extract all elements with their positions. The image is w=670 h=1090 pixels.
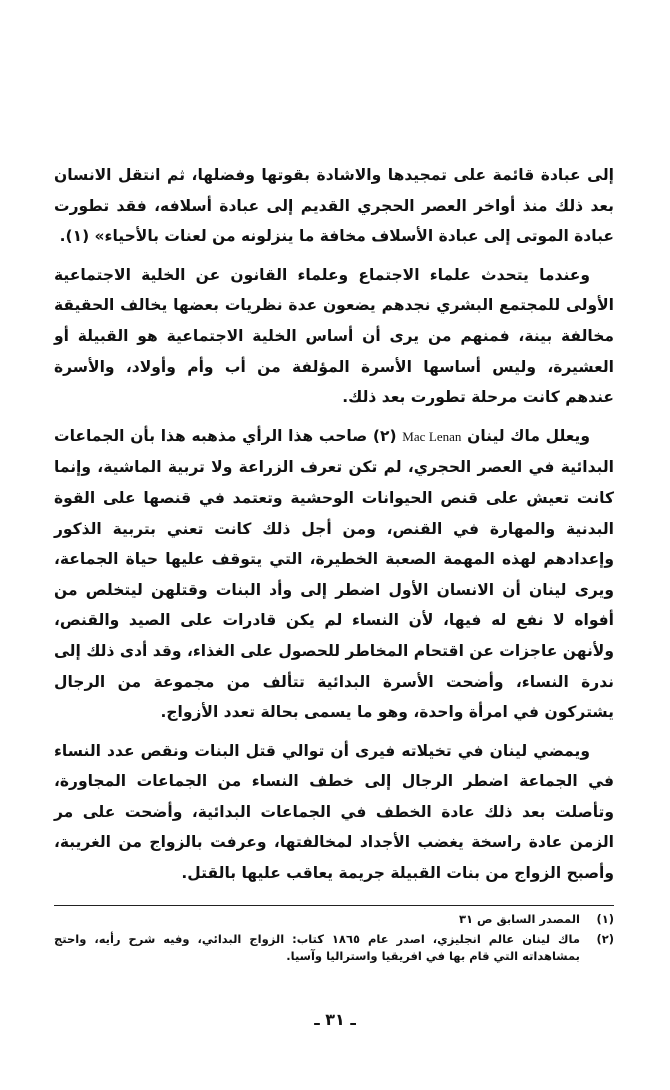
paragraph-3 bbox=[54, 421, 614, 728]
footnote-number: (١) bbox=[596, 912, 614, 926]
paragraph-1: إلى عبادة قائمة على تمجيدها والاشادة بقوتها وفضلها، ثم انتقل الانسان بعد ذلك منذ أواخر العصر الحجري القديم إلى عبادة أسلافه، فقد تطورت عبادة الموتى إلى عبادة الأسلاف مخافة ما ينزلونه من لعنات بالأحياء» (١). bbox=[54, 166, 614, 246]
footnote-2 bbox=[54, 931, 614, 965]
footnote-divider bbox=[54, 905, 614, 906]
footnote-number: (٢) bbox=[596, 932, 614, 946]
latin-name: Mac Lenan bbox=[402, 428, 462, 444]
paragraph-3-start: ويعلل ماك لينان bbox=[467, 426, 590, 445]
footnote-text: المصدر السابق ص ٣١ bbox=[458, 912, 580, 926]
paragraph-3-rest: (٢) صاحب هذا الرأي مذهبه هذا بأن الجماعات البدائية في العصر الحجري، لم تكن تعرف الزراعة ولا تربية الماشية، وإنما كانت تعيش على قنص الحيوانات الوحشية وتعتمد في قنصها على القوة البدنية والمهارة في القنص، ومن أجل ذلك كانت تعني بتربية الذكور وإعدادهم لهذه المهمة الصعبة الخطيرة، التي يتوقف عليها حياة الجماعة، ويرى لينان أن الانسان الأول اضطر إلى وأد البنات وقتلهن ليتخلص من أفواه لا نفع له فيها، لأن النساء لم يكن قادرات على الصيد والقنص، ولأنهن عاجزات عن اقتحام المخاطر للحصول على الغذاء، وقد أدى ذلك إلى ندرة النساء، وأضحت الأسرة البدائية تتألف من مجموعة من الرجال يشتركون في امرأة واحدة، وهو ما يسمى بحالة تعدد الأزواج. bbox=[54, 426, 614, 722]
footnote-1 bbox=[54, 911, 614, 928]
footnote-text: ماك لينان عالم انجليزي، اصدر عام ١٨٦٥ كتاب: الزواج البدائي، وفيه شرح رأيه، واحتج بمشاهداته التي قام بها في افريقيا واستراليا وآسيا. bbox=[54, 932, 580, 963]
page-number: ـ ٣١ ـ bbox=[314, 1010, 356, 1029]
paragraph-4: ويمضي لينان في تخيلاته فيرى أن توالي قتل البنات ونقص عدد النساء في الجماعة اضطر الرجال إلى خطف النساء من الجماعات المجاورة، وتأصلت بعد ذلك عادة الخطف في الجماعات البدائية، وأضحت على مر الزمن عادة راسخة يغضب الأجداد لمخالفتها، وعرفت بالزواج من الغريبة، وأصبح الزواج من بنات القبيلة جريمة يعاقب عليها بالقتل. bbox=[54, 741, 614, 883]
main-text bbox=[54, 160, 614, 897]
footnotes bbox=[54, 911, 614, 968]
paragraph-2: وعندما يتحدث علماء الاجتماع وعلماء القانون عن الخلية الاجتماعية الأولى للمجتمع البشري نجدهم يضعون عدة نظريات بعضها يخالف الحقيقة مخالفة بينة، فمنهم من يرى أن أساس الخلية الاجتماعية هو القبيلة أو العشيرة، وليس أساسها الأسرة المؤلفة من أب وأم وأولاد، والأسرة عندهم كانت مرحلة تطورت بعد ذلك. bbox=[54, 265, 614, 407]
